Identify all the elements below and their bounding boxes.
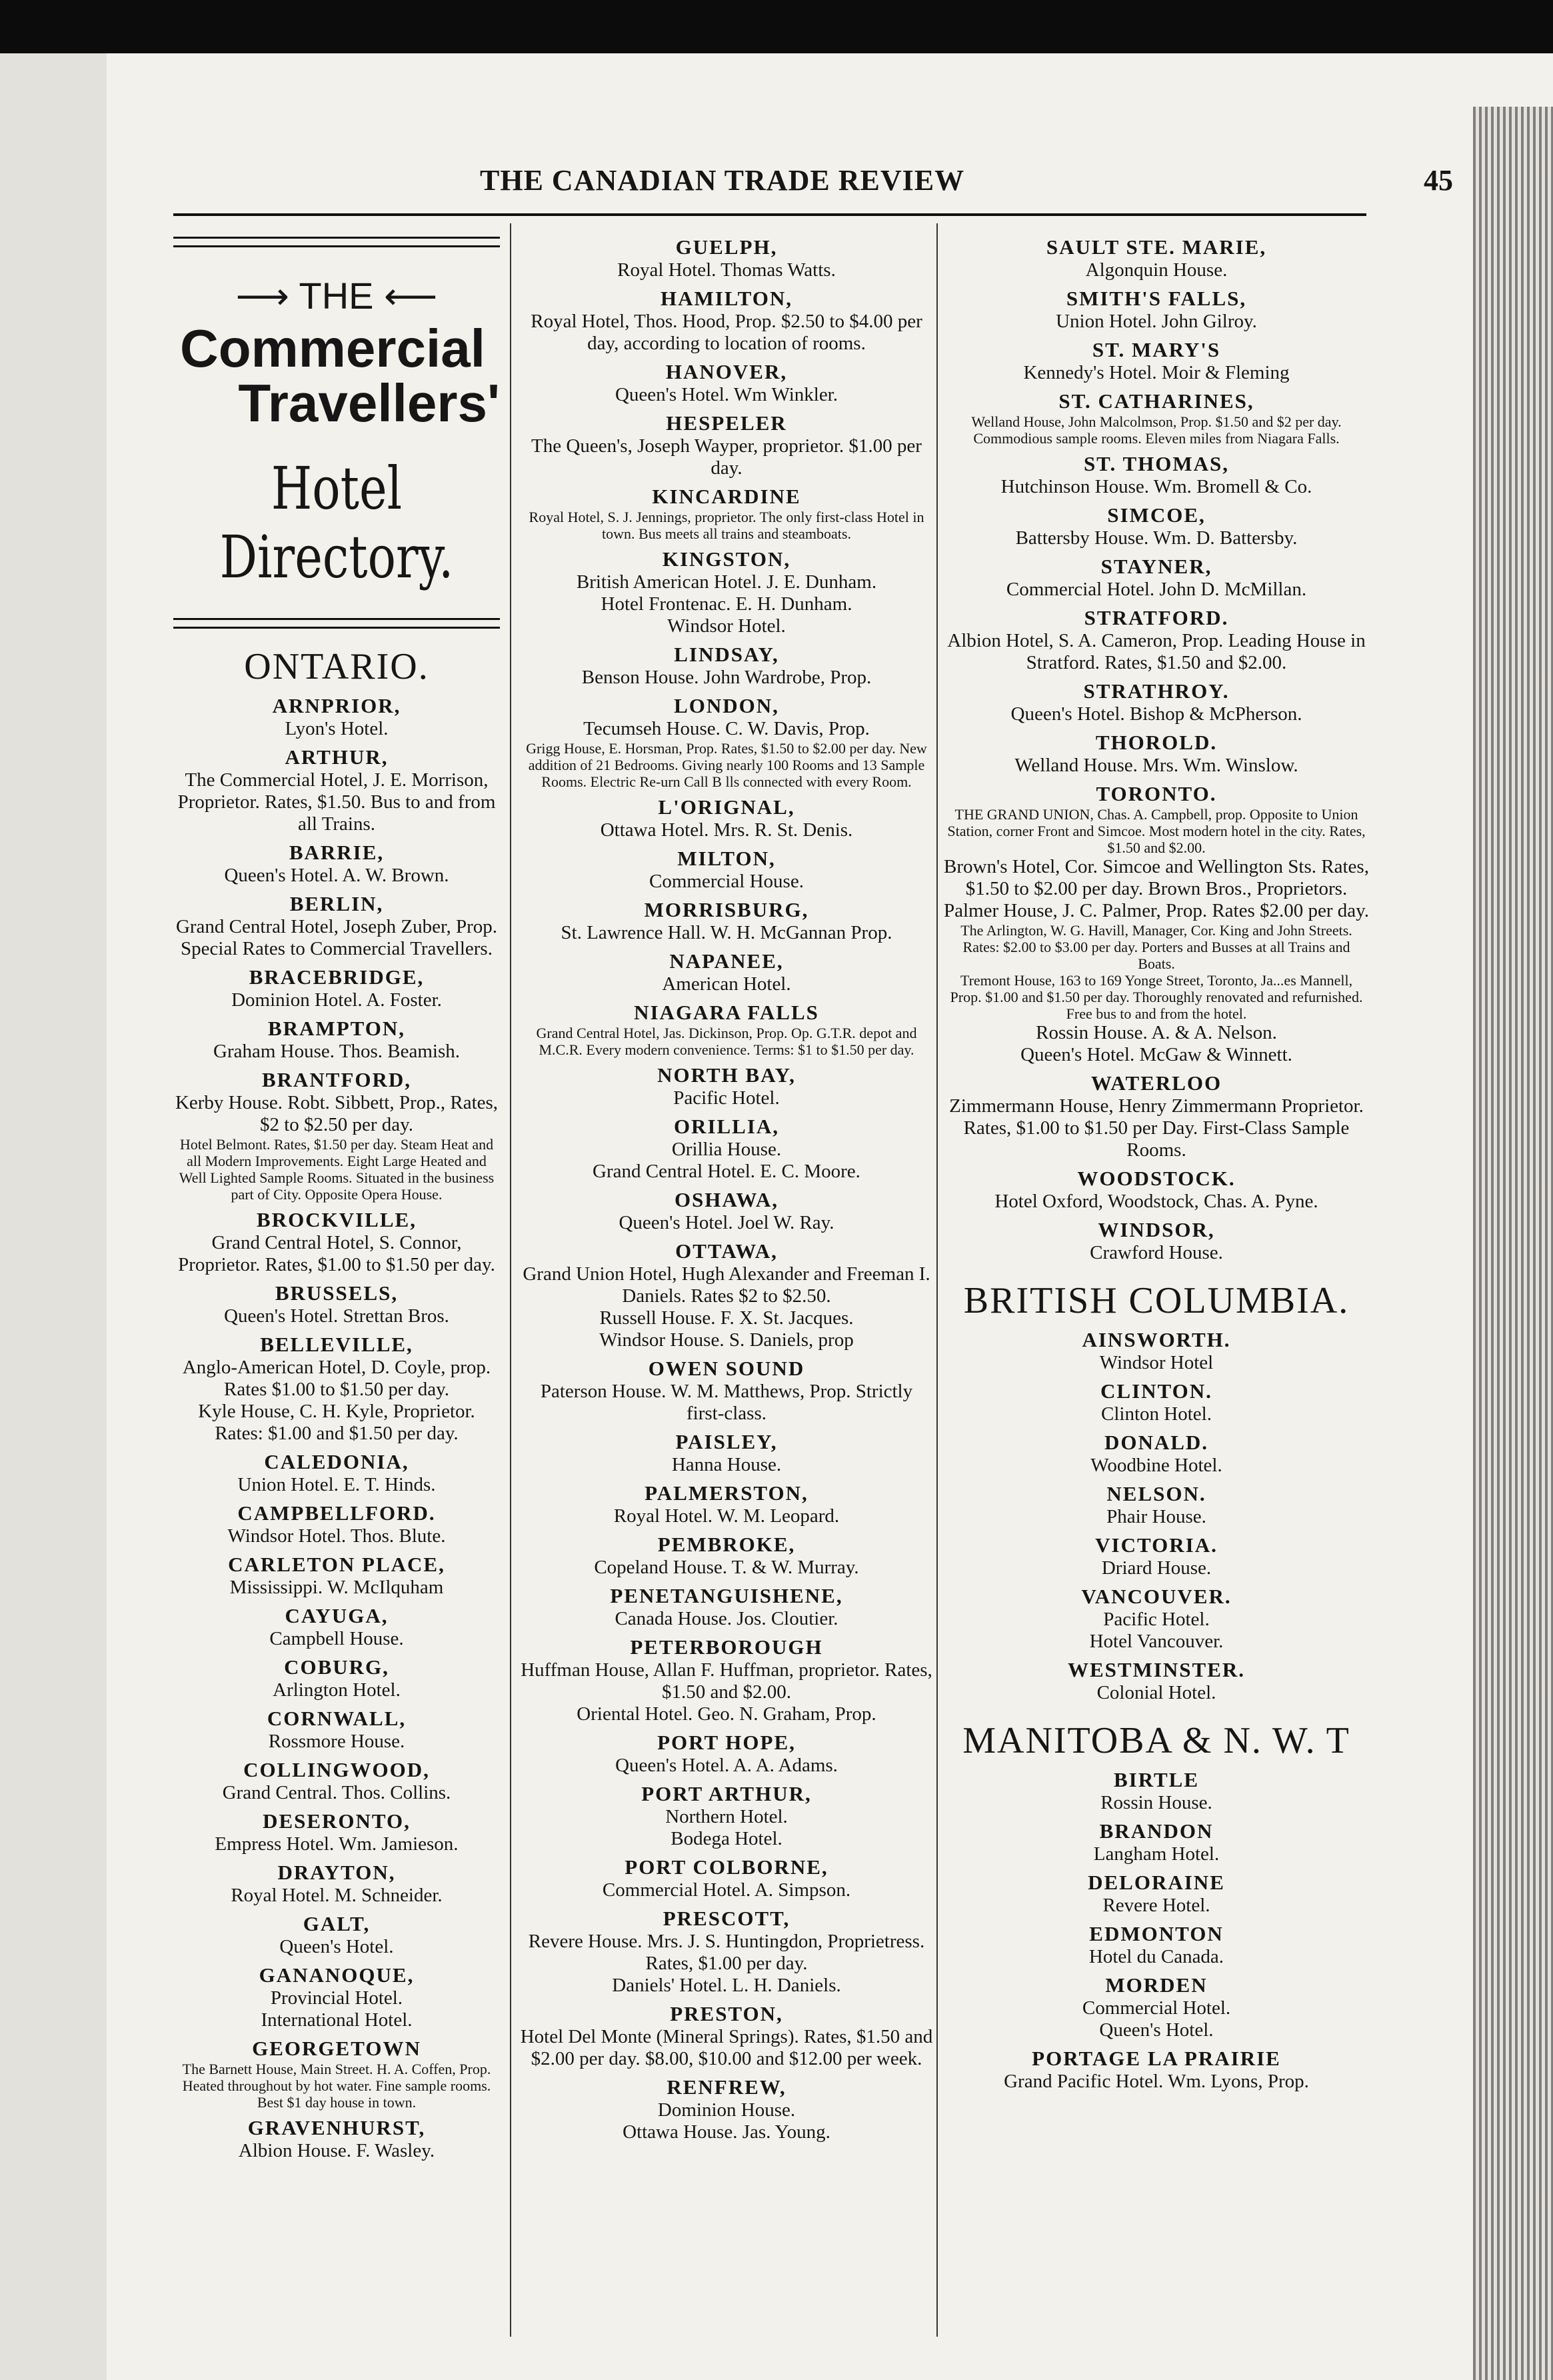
town-name: LONDON, [674, 694, 779, 717]
directory-entry [173, 2037, 500, 2111]
town-name: MORRISBURG, [644, 898, 809, 921]
town-name: CALEDONIA, [264, 1450, 409, 1473]
hotel-listing: Orillia House. [671, 1139, 782, 1160]
directory-entry [173, 1912, 500, 1958]
hotel-listing: British American Hotel. J. E. Dunham. [576, 571, 877, 593]
town-name: EDMONTON [1089, 1922, 1224, 1945]
hotel-listing: Northern Hotel. [665, 1806, 788, 1827]
town-name: RENFREW, [667, 2075, 786, 2099]
hotel-listing: Queen's Hotel. Bishop & McPherson. [1010, 703, 1302, 725]
ontario-list-end [943, 235, 1370, 1264]
town-name: L'ORIGNAL, [658, 795, 795, 819]
town-name: CORNWALL, [267, 1707, 407, 1730]
town-name: CLINTON. [1100, 1379, 1212, 1403]
directory-entry [943, 287, 1370, 333]
hotel-listing: American Hotel. [662, 973, 791, 995]
directory-entry [520, 1161, 933, 1183]
directory-entry [520, 360, 933, 406]
directory-entry [943, 503, 1370, 549]
town-name: SIMCOE, [1107, 503, 1206, 527]
directory-entry [520, 1731, 933, 1777]
directory-entry [520, 1357, 933, 1425]
town-name: PRESCOTT, [663, 1907, 790, 1930]
town-name: SAULT STE. MARIE, [1046, 235, 1267, 259]
town-name: PORTAGE LA PRAIRIE [1032, 2047, 1281, 2070]
bc-list [943, 1328, 1370, 1704]
directory-entry [173, 1758, 500, 1804]
directory-entry [520, 1855, 933, 1901]
directory-entry [173, 1208, 500, 1276]
hotel-listing: Phair House. [1106, 1506, 1206, 1527]
hotel-listing: Arlington Hotel. [273, 1679, 401, 1701]
directory-entry [173, 1501, 500, 1547]
directory-entry [943, 1533, 1370, 1579]
column-rule-1 [510, 223, 511, 2337]
hotel-listing: Royal Hotel, Thos. Hood, Prop. $2.50 to $4.00 per day, according to location of rooms. [531, 311, 922, 354]
directory-entry [520, 411, 933, 479]
town-name: STRATFORD. [1084, 606, 1229, 629]
town-name: MORDEN [1105, 1973, 1208, 1997]
hotel-listing: Hotel Vancouver. [1089, 1631, 1224, 1652]
hotel-listing: Huffman House, Allan F. Huffman, proprietor. Rates, $1.50 and $2.00. [521, 1659, 932, 1703]
town-name: ORILLIA, [673, 1115, 780, 1138]
hotel-listing: Commercial Hotel. [1082, 1997, 1231, 2019]
directory-title-block [173, 237, 500, 630]
directory-entry [520, 1115, 933, 1161]
town-name: KINCARDINE [652, 485, 801, 508]
town-name: PORT COLBORNE, [625, 1855, 828, 1879]
directory-entry [943, 389, 1370, 447]
town-name: BROCKVILLE, [257, 1208, 417, 1231]
directory-entry [943, 1071, 1370, 1161]
hotel-listing: Kyle House, C. H. Kyle, Proprietor. Rates: $1.00 and $1.50 per day. [198, 1401, 475, 1444]
hotel-listing: The Queen's, Joseph Wayper, proprietor. $1.00 per day. [531, 435, 922, 479]
directory-entry [520, 643, 933, 689]
directory-entry [520, 1584, 933, 1630]
hotel-listing: Revere Hotel. [1102, 1895, 1210, 1916]
town-name: THOROLD. [1095, 731, 1218, 754]
hotel-listing: Tremont House, 163 to 169 Yonge Street, Toronto, Ja...es Mannell, Prop. $1.00 and $1.50 per day. Thoroughly renovated and refurnished. Free bus to and from the hotel. [950, 972, 1363, 1022]
town-name: GANANOQUE, [259, 1963, 415, 1987]
hotel-listing: Tecumseh House. C. W. Davis, Prop. [583, 718, 870, 739]
directory-entry [943, 1973, 1370, 2041]
hotel-listing: Kennedy's Hotel. Moir & Fleming [1023, 362, 1290, 383]
town-name: LINDSAY, [674, 643, 779, 666]
directory-entry [520, 1635, 933, 1725]
hotel-listing: Welland House, John Malcolmson, Prop. $1.50 and $2 per day. Commodious sample rooms. Eleven miles from Niagara Falls. [971, 413, 1342, 447]
town-name: GRAVENHURST, [247, 2116, 426, 2139]
title-the: ⟶ THE ⟵ [235, 275, 438, 317]
hotel-listing: Royal Hotel. M. Schneider. [231, 1885, 443, 1906]
hotel-listing: The Barnett House, Main Street. H. A. Coffen, Prop. Heated throughout by hot water. Fine sample rooms. Best $1 day house in town. [182, 2061, 491, 2111]
directory-entry [173, 1281, 500, 1327]
town-name: COBURG, [284, 1655, 389, 1679]
town-name: VICTORIA. [1095, 1533, 1218, 1557]
directory-entry [943, 1218, 1370, 1264]
town-name: BRUSSELS, [275, 1281, 399, 1305]
hotel-listing: Rossin House. A. & A. Nelson. [1036, 1022, 1277, 1043]
hotel-listing: Grand Central Hotel. E. C. Moore. [593, 1161, 860, 1182]
hotel-listing: Dominion Hotel. A. Foster. [231, 989, 442, 1011]
town-name: KINGSTON, [662, 547, 791, 571]
hotel-listing: Copeland House. T. & W. Murray. [594, 1557, 859, 1578]
hotel-listing: Palmer House, J. C. Palmer, Prop. Rates $2.00 per day. [943, 900, 1370, 921]
hotel-listing: Grand Pacific Hotel. Wm. Lyons, Prop. [1004, 2071, 1309, 2092]
town-name: DRAYTON, [277, 1861, 396, 1884]
running-title: THE CANADIAN TRADE REVIEW [480, 164, 965, 197]
hotel-listing: Crawford House. [1090, 1242, 1223, 1263]
town-name: PENETANGUISHENE, [610, 1584, 843, 1607]
directory-entry [520, 2002, 933, 2070]
town-name: DONALD. [1104, 1431, 1209, 1454]
hotel-listing: Queen's Hotel. [279, 1936, 394, 1957]
directory-entry [520, 547, 933, 637]
town-name: OSHAWA, [674, 1188, 779, 1211]
hotel-listing: Queen's Hotel. A. A. Adams. [615, 1755, 838, 1776]
directory-entry [520, 1430, 933, 1476]
hotel-listing: Commercial Hotel. John D. McMillan. [1006, 579, 1307, 600]
directory-entry [173, 1861, 500, 1907]
town-name: WOODSTOCK. [1077, 1167, 1236, 1190]
title-hotel-directory: Hotel Directory. [219, 454, 454, 591]
town-name: NAPANEE, [669, 949, 784, 973]
directory-entry [173, 841, 500, 887]
hotel-listing: Grigg House, E. Horsman, Prop. Rates, $1.50 to $2.00 per day. New addition of 21 Bedrooms. Giving nearly 100 Rooms and 13 Sample Rooms. Electric Re-urn Call B lls connected with every Room. [526, 740, 927, 790]
town-name: OWEN SOUND [648, 1357, 805, 1380]
hotel-listing: Hanna House. [671, 1454, 782, 1475]
hotel-listing: Hotel Belmont. Rates, $1.50 per day. Steam Heat and all Modern Improvements. Eight Large Heated and Well Lighted Sample Rooms. Situated in the business part of City. Opposite Opera House. [179, 1136, 495, 1203]
hotel-listing: Langham Hotel. [1093, 1843, 1220, 1865]
directory-entry [173, 1707, 500, 1753]
town-name: BRANTFORD, [261, 1068, 412, 1091]
hotel-listing: Queen's Hotel. [1099, 2019, 1214, 2041]
hotel-listing: Hotel Del Monte (Mineral Springs). Rates, $1.50 and $2.00 per day. $8.00, $10.00 and $12.00 per week. [520, 2026, 933, 2069]
hotel-listing: Rossin House. [1100, 1792, 1212, 1813]
directory-entry [943, 452, 1370, 498]
column-rule-2 [936, 223, 938, 2337]
town-name: ARNPRIOR, [272, 694, 401, 717]
hotel-listing: Driard House. [1101, 1557, 1212, 1579]
hotel-listing: Campbell House. [269, 1628, 404, 1649]
hotel-listing: Hotel Frontenac. E. H. Dunham. [601, 593, 852, 615]
hotel-listing: Queen's Hotel. Wm Winkler. [615, 384, 838, 405]
hotel-listing: Albion Hotel, S. A. Cameron, Prop. Leading House in Stratford. Rates, $1.50 and $2.00. [947, 630, 1366, 673]
town-name: STAYNER, [1100, 555, 1212, 578]
hotel-listing: Woodbine Hotel. [1090, 1455, 1222, 1476]
town-name: DESERONTO, [263, 1809, 411, 1833]
directory-entry [173, 1655, 500, 1701]
title-commercial: Commercial [180, 319, 485, 378]
directory-entry [943, 1482, 1370, 1528]
hotel-listing: Brown's Hotel, Cor. Simcoe and Wellington Sts. Rates, $1.50 to $2.00 per day. Brown Bros., Proprietors. [944, 856, 1369, 899]
town-name: PORT ARTHUR, [641, 1782, 812, 1805]
hotel-listing: Pacific Hotel. [673, 1087, 780, 1109]
ontario-list-continued [520, 235, 933, 2143]
directory-entry [943, 235, 1370, 281]
hotel-listing: Grand Central. Thos. Collins. [222, 1782, 451, 1803]
hotel-listing: Ottawa House. Jas. Young. [623, 2121, 830, 2143]
title-travellers: Travellers' [238, 373, 500, 433]
hotel-listing: Dominion House. [657, 2099, 796, 2121]
hotel-listing: International Hotel. [261, 2009, 413, 2031]
hotel-listing: The Commercial Hotel, J. E. Morrison, Proprietor. Rates, $1.50. Bus to and from all Trains. [177, 769, 496, 835]
hotel-listing: Union Hotel. John Gilroy. [1056, 311, 1257, 332]
directory-entry [173, 1450, 500, 1496]
hotel-listing: Queen's Hotel. Joel W. Ray. [619, 1212, 834, 1233]
hotel-listing: Colonial Hotel. [1096, 1682, 1216, 1703]
hotel-listing: Empress Hotel. Wm. Jamieson. [215, 1833, 459, 1855]
town-name: DELORAINE [1088, 1871, 1225, 1894]
directory-entry [520, 898, 933, 944]
town-name: PEMBROKE, [657, 1533, 796, 1556]
directory-entry [520, 1063, 933, 1109]
hotel-listing: Pacific Hotel. [1103, 1609, 1210, 1630]
directory-entry [520, 1001, 933, 1058]
hotel-listing: Union Hotel. E. T. Hinds. [237, 1474, 436, 1495]
town-name: NIAGARA FALLS [634, 1001, 819, 1024]
directory-entry [520, 1188, 933, 1234]
section-british-columbia: BRITISH COLUMBIA. [963, 1280, 1350, 1321]
section-manitoba: MANITOBA & N. W. T [962, 1720, 1350, 1761]
directory-entry [520, 287, 933, 355]
hotel-listing: Kerby House. Robt. Sibbett, Prop., Rates, $2 to $2.50 per day. [175, 1092, 499, 1135]
header-rule [173, 213, 1366, 216]
directory-entry [943, 1167, 1370, 1213]
directory-entry [173, 1068, 500, 1203]
directory-entry [943, 1328, 1370, 1374]
hotel-listing: Benson House. John Wardrobe, Prop. [581, 667, 872, 688]
hotel-listing: Commercial House. [649, 871, 804, 892]
town-name: BRANDON [1099, 1819, 1214, 1843]
town-name: SMITH'S FALLS, [1066, 287, 1247, 310]
town-name: HESPELER [666, 411, 787, 435]
hotel-listing: Russell House. F. X. St. Jacques. [599, 1307, 854, 1329]
directory-entry [943, 555, 1370, 601]
directory-entry [520, 847, 933, 893]
directory-entry [173, 892, 500, 960]
directory-entry [943, 1922, 1370, 1968]
town-name: ST. MARY'S [1092, 338, 1221, 361]
hotel-listing: Queen's Hotel. A. W. Brown. [224, 865, 449, 886]
town-name: GUELPH, [675, 235, 778, 259]
hotel-listing: Commercial Hotel. A. Simpson. [602, 1879, 851, 1901]
town-name: GALT, [303, 1912, 371, 1935]
directory-entry [520, 694, 933, 790]
town-name: STRATHROY. [1083, 679, 1230, 703]
directory-entry [520, 1481, 933, 1527]
directory-entry [173, 745, 500, 835]
town-name: BIRTLE [1113, 1768, 1200, 1791]
hotel-listing: Windsor House. S. Daniels, prop [599, 1329, 854, 1351]
directory-entry [173, 1333, 500, 1445]
hotel-listing: St. Lawrence Hall. W. H. McGannan Prop. [561, 922, 892, 943]
directory-entry [943, 1819, 1370, 1865]
directory-entry [943, 606, 1370, 674]
town-name: CAYUGA, [285, 1604, 389, 1627]
hotel-listing: Grand Central Hotel, S. Connor, Proprietor. Rates, $1.00 to $1.50 per day. [178, 1232, 495, 1275]
hotel-listing: THE GRAND UNION, Chas. A. Campbell, prop. Opposite to Union Station, corner Front and Simcoe. Most modern hotel in the city. Rates, $1.50 and $2.00. [947, 806, 1366, 856]
hotel-listing: Hotel du Canada. [1088, 1946, 1224, 1967]
directory-entry [943, 1768, 1370, 1814]
town-name: OTTAWA, [675, 1239, 778, 1263]
town-name: ARTHUR, [285, 745, 389, 769]
hotel-listing: Grand Union Hotel, Hugh Alexander and Freeman I. Daniels. Rates $2 to $2.50. [523, 1263, 930, 1307]
scan-margin-left [0, 53, 107, 2380]
directory-entry [520, 949, 933, 995]
town-name: TORONTO. [1096, 782, 1217, 805]
directory-entry [173, 694, 500, 740]
hotel-listing: Bodega Hotel. [671, 1828, 782, 1849]
hotel-listing: Queen's Hotel. Strettan Bros. [224, 1305, 449, 1327]
hotel-listing: Windsor Hotel. Thos. Blute. [227, 1525, 446, 1547]
page-header [400, 163, 1466, 203]
directory-entry [943, 1871, 1370, 1917]
directory-entry [520, 235, 933, 281]
directory-entry [173, 965, 500, 1011]
town-name: COLLINGWOOD, [243, 1758, 430, 1781]
town-name: BELLEVILLE, [260, 1333, 413, 1356]
scan-border-top [0, 0, 1553, 53]
hotel-listing: Hotel Oxford, Woodstock, Chas. A. Pyne. [994, 1191, 1318, 1212]
hotel-listing: Welland House. Mrs. Wm. Winslow. [1014, 755, 1298, 776]
hotel-listing: Ottawa Hotel. Mrs. R. St. Denis. [600, 819, 853, 841]
directory-entry [173, 1963, 500, 2031]
hotel-listing: Royal Hotel. Thomas Watts. [617, 259, 836, 281]
directory-entry [173, 1809, 500, 1855]
town-name: MILTON, [677, 847, 776, 870]
manitoba-list [943, 1768, 1370, 2093]
hotel-listing: Graham House. Thos. Beamish. [213, 1041, 460, 1062]
hotel-listing: Royal Hotel, S. J. Jennings, proprietor. The only first-class Hotel in town. Bus meets all trains and steamboats. [529, 509, 924, 542]
hotel-listing: Paterson House. W. M. Matthews, Prop. Strictly first-class. [540, 1381, 913, 1424]
directory-entry [943, 1585, 1370, 1653]
town-name: AINSWORTH. [1082, 1328, 1231, 1351]
hotel-listing: Canada House. Jos. Cloutier. [615, 1608, 838, 1629]
hotel-listing: Hutchinson House. Wm. Bromell & Co. [1000, 476, 1312, 497]
page-number: 45 [1424, 164, 1453, 197]
town-name: BERLIN, [289, 892, 384, 915]
column-2 [520, 230, 933, 2143]
directory-entry [520, 485, 933, 542]
hotel-listing: Windsor Hotel [1099, 1352, 1214, 1373]
hotel-listing: Royal Hotel. W. M. Leopard. [613, 1505, 840, 1527]
town-name: ST. THOMAS, [1083, 452, 1230, 475]
town-name: WINDSOR, [1098, 1218, 1215, 1241]
town-name: WATERLOO [1090, 1071, 1222, 1095]
town-name: ST. CATHARINES, [1058, 389, 1254, 413]
directory-entry [943, 1431, 1370, 1477]
hotel-listing: Grand Central Hotel, Joseph Zuber, Prop. Special Rates to Commercial Travellers. [175, 916, 498, 959]
directory-entry [173, 2116, 500, 2162]
hotel-listing: Lyon's Hotel. [285, 718, 389, 739]
town-name: WESTMINSTER. [1067, 1658, 1246, 1681]
ontario-list [173, 694, 500, 2162]
town-name: PALMERSTON, [645, 1481, 808, 1505]
town-name: GEORGETOWN [252, 2037, 421, 2060]
directory-entry [943, 2047, 1370, 2093]
directory-entry [943, 679, 1370, 725]
hotel-listing: Battersby House. Wm. D. Battersby. [1015, 527, 1298, 549]
scan-edge-right [1473, 107, 1553, 2380]
column-1 [173, 230, 500, 2162]
directory-entry [520, 1239, 933, 1351]
town-name: PRESTON, [670, 2002, 783, 2025]
directory-entry [520, 1907, 933, 1997]
town-name: PORT HOPE, [657, 1731, 796, 1754]
town-name: NELSON. [1106, 1482, 1206, 1505]
directory-entry [520, 1533, 933, 1579]
hotel-listing: Algonquin House. [1085, 259, 1228, 281]
hotel-listing: Anglo-American Hotel, D. Coyle, prop. Rates $1.00 to $1.50 per day. [182, 1357, 491, 1400]
hotel-listing: Clinton Hotel. [1101, 1403, 1212, 1425]
town-name: VANCOUVER. [1081, 1585, 1232, 1608]
hotel-listing: Daniels' Hotel. L. H. Daniels. [612, 1975, 841, 1996]
town-name: CAMPBELLFORD. [237, 1501, 436, 1525]
directory-entry [173, 1604, 500, 1650]
town-name: HAMILTON, [660, 287, 793, 310]
directory-entry [943, 1379, 1370, 1425]
hotel-listing: Queen's Hotel. McGaw & Winnett. [1020, 1044, 1292, 1065]
town-name: NORTH BAY, [657, 1063, 796, 1087]
hotel-listing: The Arlington, W. G. Havill, Manager, Cor. King and John Streets. Rates: $2.00 to $3.00 per day. Porters and Busses at all Trains and Boats. [960, 922, 1352, 972]
column-3 [943, 230, 1370, 2093]
directory-entry [520, 795, 933, 841]
directory-entry [520, 1782, 933, 1850]
hotel-listing: Albion House. F. Wasley. [238, 2140, 435, 2161]
hotel-listing: Provincial Hotel. [270, 1987, 403, 2009]
town-name: PETERBOROUGH [630, 1635, 823, 1659]
town-name: HANOVER, [665, 360, 788, 383]
town-name: BARRIE, [289, 841, 385, 864]
section-ontario: ONTARIO. [244, 646, 429, 687]
hotel-listing: Grand Central Hotel, Jas. Dickinson, Prop. Op. G.T.R. depot and M.C.R. Every modern convenience. Terms: $1 to $1.50 per day. [536, 1025, 917, 1058]
town-name: PAISLEY, [675, 1430, 778, 1453]
hotel-listing: Windsor Hotel. [667, 615, 786, 637]
hotel-listing: Oriental Hotel. Geo. N. Graham, Prop. [577, 1703, 876, 1725]
hotel-listing: Zimmermann House, Henry Zimmermann Proprietor. Rates, $1.00 to $1.50 per Day. First-Class Sample Rooms. [949, 1095, 1364, 1161]
directory-entry [943, 338, 1370, 384]
directory-entry [173, 1553, 500, 1599]
hotel-listing: Mississippi. W. McIlquham [229, 1577, 444, 1598]
directory-entry [943, 1658, 1370, 1704]
directory-entry [943, 731, 1370, 777]
directory-entry [943, 782, 1370, 1066]
town-name: BRACEBRIDGE, [249, 965, 425, 989]
town-name: CARLETON PLACE, [228, 1553, 445, 1576]
town-name: BRAMPTON, [267, 1017, 405, 1040]
directory-entry [173, 1017, 500, 1063]
hotel-listing: Revere House. Mrs. J. S. Huntingdon, Proprietress. Rates, $1.00 per day. [528, 1931, 925, 1974]
hotel-listing: Rossmore House. [268, 1731, 405, 1752]
directory-entry [520, 2075, 933, 2143]
